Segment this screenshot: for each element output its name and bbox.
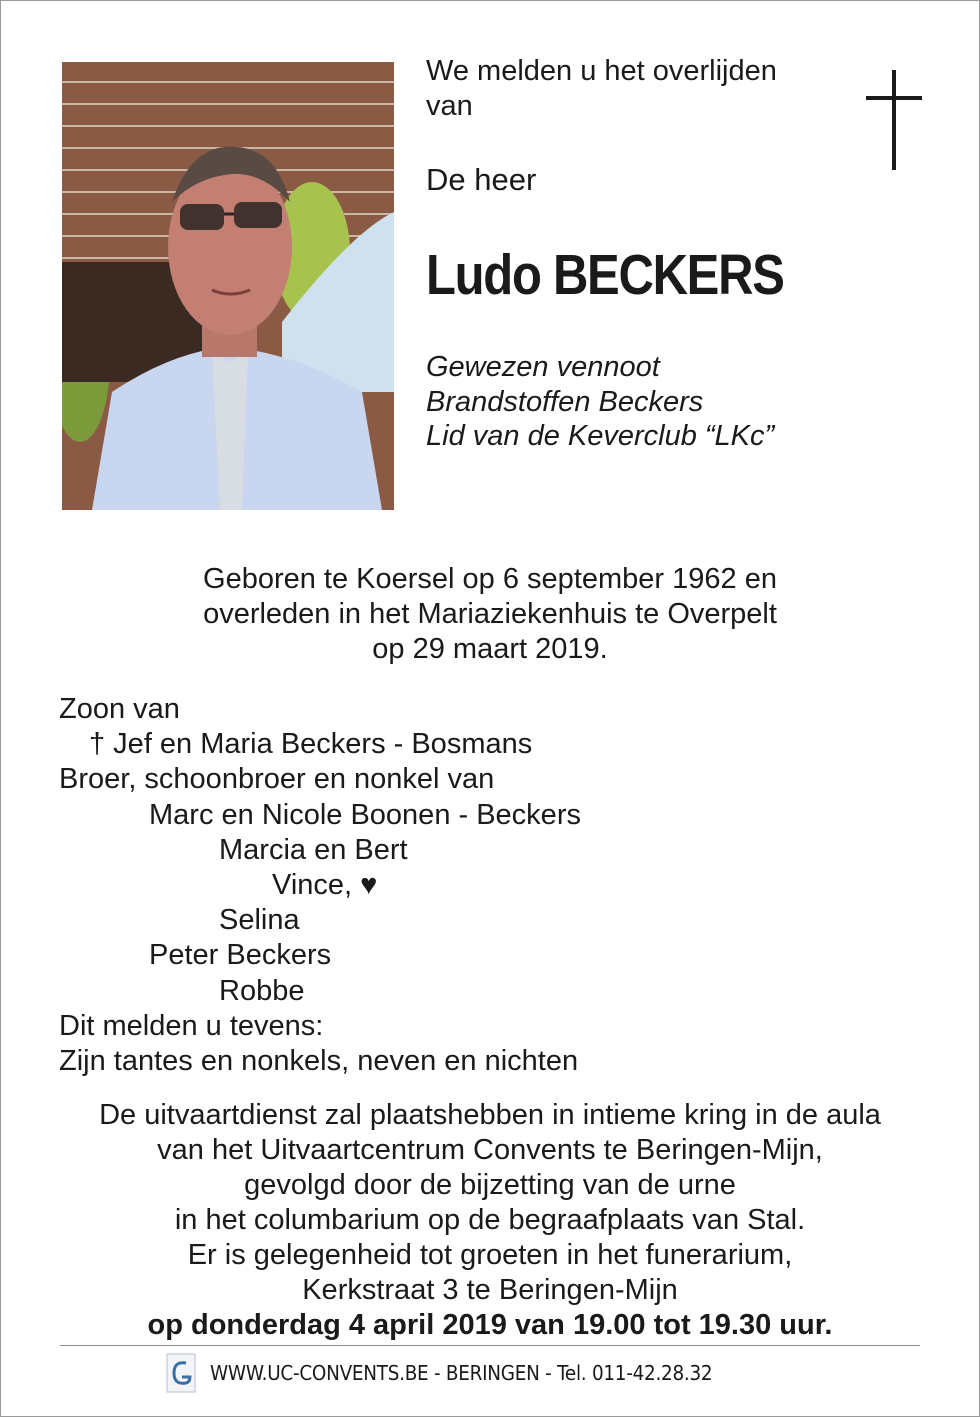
subtitle-line: Lid van de Keverclub “LKc” (426, 420, 775, 452)
family-line: Broer, schoonbroer en nonkel van (59, 763, 495, 796)
family-line: Zoon van (59, 693, 180, 725)
footer-divider (60, 1345, 920, 1346)
family-line: Vince, ♥ (272, 869, 378, 902)
family-line: Zijn tantes en nonkels, neven en nichten (59, 1045, 579, 1078)
visitation-time: op donderdag 4 april 2019 van 19.00 tot 19.30 uur. (147, 1309, 833, 1341)
family-line: Selina (219, 904, 300, 937)
uc-convents-logo-icon (166, 1353, 196, 1393)
footer (166, 1353, 756, 1393)
portrait-photo (62, 62, 394, 510)
family-line: Dit melden u tevens: (59, 1009, 324, 1042)
footer-contact-text: WWW.UC-CONVENTS.BE - BERINGEN - Tel. 011-42.28.32 (210, 1361, 713, 1385)
subtitle (426, 350, 774, 454)
title-prefix: De heer (426, 162, 537, 197)
birth-line: overleden in het Mariaziekenhuis te Overpelt (203, 598, 777, 630)
funeral-line: in het columbarium op de begraafplaats van Stal. (174, 1204, 806, 1236)
family-line: Marcia en Bert (219, 833, 408, 866)
family-list (59, 692, 581, 1079)
family-line: Peter Beckers (149, 939, 332, 972)
intro-text (426, 54, 846, 124)
birth-death-info (60, 562, 920, 667)
subtitle-line: Gewezen vennoot (426, 351, 660, 383)
funeral-info (40, 1098, 940, 1343)
funeral-line: De uitvaartdienst zal plaatshebben in intieme kring in de aula (99, 1099, 881, 1131)
intro-line-2: van (426, 90, 473, 122)
funeral-line: van het Uitvaartcentrum Convents te Beringen-Mijn, (157, 1134, 823, 1166)
deceased-name: Ludo BECKERS (426, 243, 784, 307)
family-line: † Jef en Maria Beckers - Bosmans (89, 728, 533, 761)
funeral-line: gevolgd door de bijzetting van de urne (244, 1169, 736, 1201)
family-line: Robbe (219, 974, 305, 1007)
family-line: Marc en Nicole Boonen - Beckers (149, 798, 581, 831)
funeral-line: Er is gelegenheid tot groeten in het funerarium, (187, 1239, 793, 1271)
birth-line: Geboren te Koersel op 6 september 1962 en (203, 563, 777, 595)
cross-icon (866, 70, 922, 170)
subtitle-line: Brandstoffen Beckers (426, 385, 704, 418)
intro-line-1: We melden u het overlijden (426, 55, 777, 87)
birth-line: op 29 maart 2019. (372, 633, 608, 665)
funeral-line: Kerkstraat 3 te Beringen-Mijn (302, 1274, 678, 1306)
